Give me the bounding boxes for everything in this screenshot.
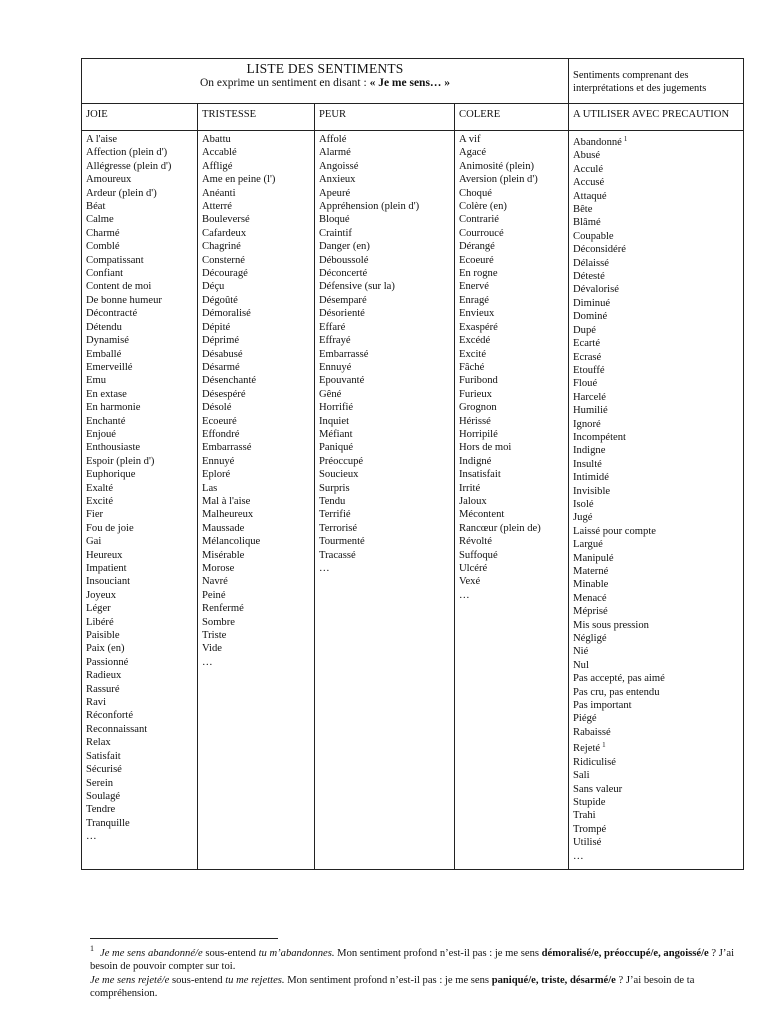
feeling-word: Atterré [202, 201, 232, 213]
feeling-word: Gai [86, 536, 102, 548]
feeling-word: Pas cru, pas entendu [573, 686, 660, 698]
feeling-word: Dégoûté [202, 294, 238, 306]
footnote-text: tu m’abandonnes. [258, 948, 335, 959]
feeling-word: Grognon [459, 402, 497, 414]
feeling-word: Insatisfait [459, 469, 501, 481]
feeling-word: Effaré [319, 321, 346, 333]
interpretation-note: Sentiments comprenant des interprétations et des jugements [569, 59, 744, 104]
column-peur [315, 131, 455, 870]
feeling-word: Désenchanté [202, 375, 257, 387]
feeling-word: Ulcéré [459, 563, 488, 574]
feeling-word: Paniqué [319, 442, 354, 454]
feeling-word: Terrifié [319, 509, 351, 521]
feeling-word: Ecrasé [573, 351, 602, 363]
feeling-word: Suffoqué [459, 549, 498, 561]
feeling-word: Content de moi [86, 281, 152, 293]
feeling-word: Affection (plein d') [86, 147, 168, 159]
feeling-word: Harcelé [573, 391, 606, 403]
feeling-word: Défensive (sur la) [319, 281, 395, 293]
footnote-text: ? J’ai besoin de pouvoir compter sur toi. [90, 948, 735, 973]
feeling-word: Détendu [86, 321, 122, 333]
feeling-word: Jaloux [459, 495, 487, 507]
feeling-word: Préoccupé [319, 455, 364, 467]
footnote-text: ? J’ai besoin de ta compréhension. [90, 974, 695, 1000]
feeling-word: Enthousiaste [86, 442, 141, 454]
feeling-word: Emerveillé [86, 361, 133, 373]
feeling-word: Danger (en) [319, 241, 370, 253]
feeling-word: Reconnaissant [86, 723, 148, 735]
feeling-word: Ridiculisé [573, 756, 616, 768]
feeling-word: Acculé [573, 163, 604, 175]
feeling-word: Apeuré [319, 187, 351, 199]
feeling-word: Fier [86, 509, 104, 521]
feeling-word: Désarmé [202, 361, 240, 373]
feeling-word: Piégé [573, 713, 597, 725]
feeling-word: Etouffé [573, 364, 605, 376]
feeling-word: … [319, 563, 330, 574]
feeling-word: Inquiet [319, 415, 350, 427]
feeling-word: Insouciant [86, 576, 131, 588]
feeling-word: Allégresse (plein d') [86, 160, 172, 172]
footnote-text: Mon sentiment profond n’est-il pas : je me sens [334, 948, 542, 959]
feeling-word: Effondré [202, 428, 240, 440]
feeling-word: Vide [202, 643, 222, 655]
footnotes [90, 942, 742, 1001]
feeling-word: Décontracté [86, 308, 138, 320]
feeling-word: Trompé [573, 823, 607, 835]
feeling-word: Compatissant [86, 254, 144, 266]
feeling-word: Horripilé [459, 428, 498, 440]
feeling-word: Dupé [573, 324, 596, 336]
feeling-word: Hérissé [459, 415, 491, 427]
feeling-word: Amoureux [86, 174, 132, 186]
feeling-word: Excité [459, 348, 487, 360]
column-colere [455, 131, 569, 870]
feeling-word: Découragé [202, 268, 248, 280]
feeling-word: Radieux [86, 670, 122, 682]
feeling-word: Indigne [573, 445, 606, 457]
word-list-precaution [573, 133, 741, 863]
feeling-word: Invisible [573, 485, 611, 497]
feeling-word: Mélancolique [202, 536, 261, 548]
feeling-word: Enragé [459, 294, 489, 306]
feeling-word: Utilisé [573, 837, 602, 849]
feeling-word: Léger [86, 603, 111, 615]
feeling-word: Bloqué [319, 214, 350, 226]
word-list-tristesse [202, 133, 312, 669]
feeling-word: Affolé [319, 134, 347, 145]
footnote-separator [90, 938, 278, 939]
feeling-word: Déprimé [202, 335, 240, 347]
footnote-1 [90, 942, 742, 974]
feeling-word: Désemparé [319, 294, 367, 306]
feeling-word: Tendre [86, 804, 116, 816]
feeling-word: Horrifié [319, 402, 354, 414]
feeling-word: Ecoeuré [202, 415, 237, 427]
feeling-word: Comblé [86, 241, 120, 253]
feeling-word: Détesté [573, 271, 605, 283]
feeling-word: Incompétent [573, 431, 626, 443]
feeling-word: Charmé [86, 227, 120, 239]
feeling-word: Heureux [86, 549, 123, 561]
feeling-word: Calme [86, 214, 114, 226]
feeling-word: Enchanté [86, 415, 126, 427]
feeling-word: Déboussolé [319, 254, 369, 266]
feeling-word: Nul [573, 659, 589, 671]
feeling-word: Exalté [86, 482, 114, 494]
feeling-word: Emu [86, 375, 107, 387]
column-heading-joie: JOIE [82, 104, 198, 131]
feeling-word: A vif [459, 134, 481, 145]
feeling-word: Manipulé [573, 552, 614, 564]
feeling-word: Choqué [459, 187, 492, 199]
feeling-word: Largué [573, 539, 603, 551]
footnote-text: sous-entend [169, 974, 226, 986]
feeling-word: … [573, 850, 584, 862]
feeling-word: Ignoré [573, 418, 601, 430]
document-subtitle [82, 76, 568, 90]
feeling-word: Ecarté [573, 338, 601, 350]
feeling-word: Dévalorisé [573, 284, 619, 296]
feeling-word: Relax [86, 737, 111, 749]
feeling-word: Paix (en) [86, 643, 125, 655]
footnote-text: Je me sens abandonné/e [100, 948, 203, 959]
feeling-word: Floué [573, 378, 598, 390]
feeling-word: Déconcerté [319, 268, 368, 280]
feeling-word: Agacé [459, 147, 487, 159]
feeling-word: Méprisé [573, 606, 608, 618]
feeling-word: Sombre [202, 616, 235, 628]
feeling-word: Laissé pour compte [573, 525, 656, 537]
feeling-word: En extase [86, 388, 127, 400]
feeling-word: Attaqué [573, 190, 607, 202]
feeling-word: Exaspéré [459, 321, 498, 333]
footnote-mark: 1 [90, 944, 94, 953]
feeling-word: Sans valeur [573, 783, 623, 795]
feeling-word: Ennuyé [202, 455, 235, 467]
feeling-word: Ennuyé [319, 361, 352, 373]
feeling-word: Soulagé [86, 790, 121, 802]
word-list-colere [459, 133, 566, 602]
feeling-word: Ravi [86, 697, 107, 709]
feeling-word: Hors de moi [459, 442, 512, 454]
title-cell [82, 59, 569, 104]
feeling-word: Déçu [202, 281, 225, 293]
column-heading-colere: COLERE [455, 104, 569, 131]
feeling-word: Pas accepté, pas aimé [573, 673, 665, 685]
feeling-word: Excité [86, 495, 114, 507]
feeling-word: Confiant [86, 268, 124, 280]
feeling-word: Tourmenté [319, 536, 365, 548]
feeling-word: Craintif [319, 227, 352, 239]
feeling-word: Rabaissé [573, 726, 611, 738]
feeling-word: Appréhension (plein d') [319, 201, 420, 213]
feeling-word: Libéré [86, 616, 114, 628]
feeling-word: Indigné [459, 455, 492, 467]
column-heading-tristesse: TRISTESSE [198, 104, 315, 131]
footnote-text: démoralisé/e, préoccupé/e, angoissé/e [541, 948, 709, 959]
feeling-word: Materné [573, 566, 609, 577]
feeling-word: Désorienté [319, 308, 365, 320]
feeling-word: Furieux [459, 388, 492, 400]
feeling-word: Impatient [86, 563, 127, 574]
feeling-word: Sécurisé [86, 764, 122, 776]
feeling-word: Anxieux [319, 174, 356, 186]
feeling-word: Délaissé [573, 257, 609, 269]
feeling-word: Blâmé [573, 217, 601, 229]
feeling-word: Rejeté $^1$ [573, 741, 606, 755]
feeling-word: Sali [573, 770, 590, 782]
feeling-word: Nié [573, 646, 589, 658]
feeling-word: Gêné [319, 388, 342, 400]
feeling-word: Euphorique [86, 469, 136, 481]
feeling-word: Réconforté [86, 710, 134, 722]
feeling-word: Démoralisé [202, 308, 251, 320]
feeling-word: Ardeur (plein d') [86, 187, 157, 199]
feeling-word: Abusé [573, 150, 601, 162]
feeling-word: Embarrassé [202, 442, 252, 454]
feeling-word: Béat [86, 201, 106, 213]
column-heading-peur: PEUR [315, 104, 455, 131]
footnote-reference: 1 [623, 135, 628, 143]
feeling-word: Serein [86, 777, 114, 789]
footnote-2 [90, 974, 742, 1001]
feeling-word: Animosité (plein) [459, 160, 535, 172]
feeling-word: Colère (en) [459, 201, 507, 213]
feeling-word: … [86, 831, 97, 843]
feeling-word: Passionné [86, 656, 129, 668]
feeling-word: Minable [573, 579, 609, 591]
feeling-word: Révolté [459, 536, 492, 548]
feeling-word: Trahi [573, 810, 596, 822]
column-tristesse [198, 131, 315, 870]
feeling-word: Ecoeuré [459, 254, 494, 266]
feeling-word: Emballé [86, 348, 122, 360]
feeling-word: Accablé [202, 147, 237, 159]
feeling-word: Triste [202, 630, 227, 642]
feeling-word: Irrité [459, 482, 481, 494]
feeling-word: Dérangé [459, 241, 495, 253]
footnote-text: paniqué/e, triste, désarmé/e [491, 974, 616, 986]
feeling-word: Paisible [86, 630, 120, 642]
feeling-word: Vexé [459, 576, 481, 588]
feeling-word: Surpris [319, 482, 350, 494]
feeling-word: Dynamisé [86, 335, 129, 347]
feeling-word: Contrarié [459, 214, 500, 226]
feeling-word: Tranquille [86, 817, 130, 829]
column-heading-precaution: A UTILISER AVEC PRECAUTION [569, 104, 744, 131]
feeling-word: Peiné [202, 589, 226, 601]
feeling-word: … [202, 656, 213, 668]
feeling-word: … [459, 589, 470, 601]
feeling-word: Dépité [202, 321, 231, 333]
feeling-word: Pas important [573, 700, 632, 712]
feeling-word: Jugé [573, 512, 593, 524]
feeling-word: Envieux [459, 308, 495, 320]
feeling-word: Misérable [202, 549, 245, 561]
subtitle-text: On exprime un sentiment en disant : [199, 77, 370, 89]
feeling-word: De bonne humeur [86, 294, 162, 306]
feeling-word: Morose [202, 563, 235, 574]
feeling-word: Epouvanté [319, 375, 365, 387]
feeling-word: Cafardeux [202, 227, 247, 239]
document-title: LISTE DES SENTIMENTS [246, 61, 404, 76]
feeling-word: Courroucé [459, 227, 504, 239]
feeling-word: Rancœur (plein de) [459, 522, 541, 534]
feeling-word: Embarrassé [319, 348, 369, 360]
feeling-word: Tendu [319, 495, 346, 507]
feeling-word: Terrorisé [319, 522, 358, 534]
feeling-word: Angoissé [319, 160, 359, 172]
feeling-word: Fou de joie [86, 522, 134, 534]
word-list-joie [86, 133, 195, 844]
feeling-word: Mis sous pression [573, 619, 649, 631]
feeling-word: Abandonné $^1$ [573, 135, 628, 148]
feeling-word: Alarmé [319, 147, 351, 159]
feeling-word: Dominé [573, 311, 608, 323]
feeling-word: Accusé [573, 177, 605, 189]
footnote-text: Je me sens rejeté/e [90, 974, 170, 986]
feeling-word: Bouleversé [202, 214, 250, 226]
feeling-word: Enjoué [86, 428, 117, 440]
feeling-word: Fâché [459, 361, 485, 373]
subtitle-bold: « Je me sens… » [369, 77, 451, 89]
feeling-word: Coupable [573, 230, 614, 242]
feeling-word: Intimidé [573, 472, 609, 484]
column-joie [82, 131, 198, 870]
feeling-word: Malheureux [202, 509, 254, 521]
footnote-text: sous-entend [202, 948, 259, 959]
feeling-word: Anéanti [202, 187, 236, 199]
feeling-word: Rassuré [86, 683, 120, 695]
feelings-table [81, 58, 744, 870]
feeling-word: En rogne [459, 268, 498, 280]
feeling-word: Ame en peine (l') [202, 174, 276, 186]
footnote-text: Mon sentiment profond n’est-il pas : je me sens [284, 974, 492, 986]
feeling-word: Joyeux [86, 589, 117, 601]
feeling-word: Diminué [573, 297, 611, 309]
feeling-word: A l'aise [86, 134, 118, 145]
feeling-word: Maussade [202, 522, 245, 534]
feeling-word: Enervé [459, 281, 489, 293]
feeling-word: Aversion (plein d') [459, 174, 538, 186]
feeling-word: Excédé [459, 335, 491, 347]
feeling-word: Tracassé [319, 549, 356, 561]
feeling-word: Désabusé [202, 348, 243, 360]
feeling-word: Humilié [573, 405, 608, 417]
feeling-word: Affligé [202, 160, 233, 172]
feeling-word: Déconsidéré [573, 244, 626, 256]
footnote-text: tu me rejettes. [225, 974, 285, 986]
word-list-peur [319, 133, 452, 575]
feeling-word: Menacé [573, 592, 607, 604]
feeling-word: Stupide [573, 796, 606, 808]
feeling-word: Isolé [573, 498, 594, 510]
feeling-word: Espoir (plein d') [86, 455, 155, 467]
feeling-word: Mécontent [459, 509, 505, 521]
feeling-word: Désespéré [202, 388, 246, 400]
feeling-word: Effrayé [319, 335, 351, 347]
column-precaution [569, 131, 744, 870]
feeling-word: Renfermé [202, 603, 244, 615]
footnote-reference: 1 [602, 741, 606, 750]
feeling-word: Eploré [202, 469, 231, 481]
feeling-word: Consterné [202, 254, 245, 266]
feeling-word: Négligé [573, 633, 607, 645]
feeling-word: Méfiant [319, 428, 353, 440]
feeling-word: Satisfait [86, 750, 121, 762]
feeling-word: Abattu [202, 134, 231, 145]
feeling-word: Chagriné [202, 241, 241, 253]
feeling-word: Las [202, 482, 218, 494]
feeling-word: Insulté [573, 458, 602, 470]
feeling-word: Désolé [202, 402, 232, 414]
feeling-word: Furibond [459, 375, 498, 387]
feeling-word: Soucieux [319, 469, 359, 481]
feeling-word: En harmonie [86, 402, 141, 414]
feeling-word: Bête [573, 204, 593, 216]
feeling-word: Mal à l'aise [202, 495, 251, 507]
feeling-word: Navré [202, 576, 228, 588]
